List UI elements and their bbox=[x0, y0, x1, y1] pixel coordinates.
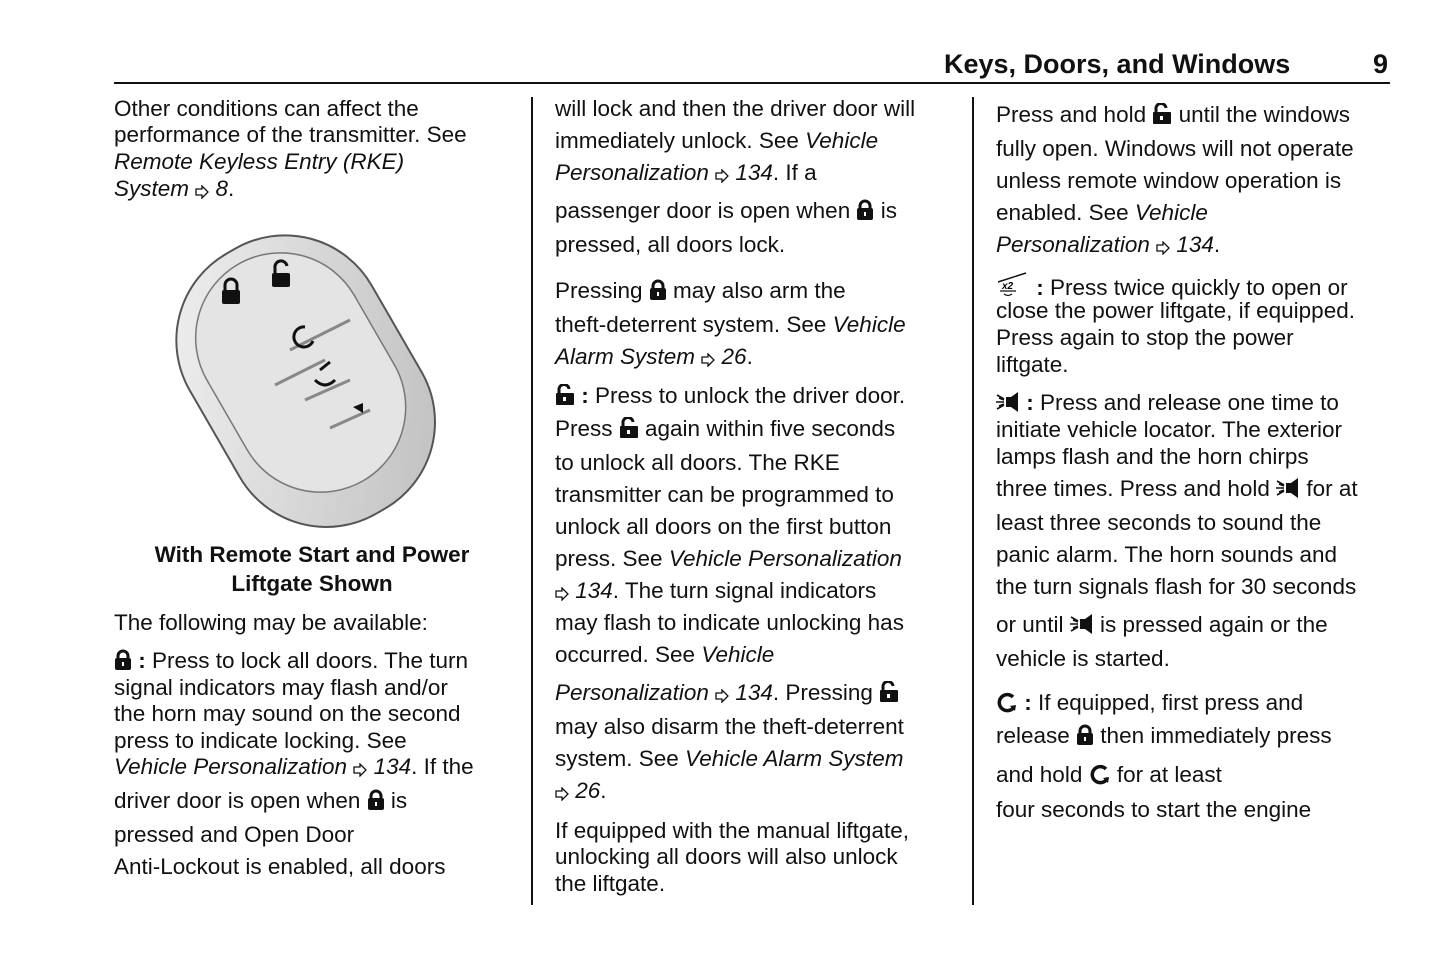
text-line bbox=[114, 822, 354, 848]
text-segment: immediately unlock. See bbox=[555, 128, 806, 153]
text-line bbox=[114, 701, 461, 727]
text-segment: unlock all doors on the first button bbox=[555, 514, 892, 539]
text-line bbox=[114, 648, 468, 677]
text-line bbox=[996, 390, 1339, 419]
text-segment: unlocking all doors will also unlock bbox=[555, 844, 898, 869]
text-segment: panic alarm. The horn sounds and bbox=[996, 542, 1338, 567]
text-segment: Pressing bbox=[555, 278, 649, 303]
cross-reference-link[interactable]: 134 bbox=[569, 578, 613, 603]
text-segment: : bbox=[1020, 390, 1040, 415]
cross-reference-link[interactable]: 26 bbox=[569, 778, 601, 803]
text-segment: Anti-Lockout is enabled, all doors bbox=[114, 854, 446, 879]
text-line bbox=[555, 198, 897, 227]
figure-caption-line: With Remote Start and Power bbox=[154, 542, 470, 567]
text-line bbox=[996, 762, 1222, 791]
cross-reference-link[interactable]: System bbox=[114, 176, 196, 201]
text-segment: . If the bbox=[411, 754, 474, 779]
text-line bbox=[555, 160, 817, 189]
text-segment: three times. Press and hold bbox=[996, 476, 1277, 501]
text-segment: The following may be available: bbox=[114, 610, 428, 635]
text-line bbox=[996, 646, 1170, 672]
figure-caption-line: Liftgate Shown bbox=[231, 571, 393, 596]
text-segment: passenger door is open when bbox=[555, 198, 857, 223]
text-line bbox=[996, 476, 1358, 505]
text-line bbox=[996, 542, 1337, 568]
text-segment: . bbox=[600, 778, 607, 803]
text-segment: until the windows bbox=[1172, 102, 1350, 127]
text-segment: the horn may sound on the second bbox=[114, 701, 461, 726]
text-line bbox=[555, 714, 904, 740]
cross-reference-link[interactable]: 8 bbox=[209, 176, 229, 201]
header-rule bbox=[114, 82, 1390, 84]
text-line bbox=[996, 690, 1303, 719]
text-line bbox=[555, 128, 878, 154]
text-segment: press to indicate locking. See bbox=[114, 728, 407, 753]
text-segment: . bbox=[1213, 232, 1221, 257]
text-segment: If equipped with the manual liftgate, bbox=[555, 818, 909, 843]
text-segment: . If a bbox=[772, 160, 817, 185]
text-segment: again within five seconds bbox=[638, 416, 896, 441]
arrow-icon bbox=[195, 179, 209, 205]
text-line bbox=[555, 278, 846, 307]
text-segment: may also disarm the theft-deterrent bbox=[555, 714, 904, 739]
text-segment: . bbox=[746, 344, 753, 369]
arrow-icon bbox=[701, 347, 715, 373]
text-line bbox=[555, 96, 915, 122]
unlock-icon bbox=[879, 681, 899, 709]
text-line bbox=[555, 578, 876, 607]
text-line bbox=[555, 450, 840, 476]
remote-start-icon bbox=[1089, 763, 1111, 791]
text-segment: . Pressing bbox=[772, 680, 880, 705]
column-divider bbox=[531, 97, 533, 905]
text-segment: : bbox=[1018, 690, 1038, 715]
text-line bbox=[996, 325, 1294, 351]
text-line bbox=[114, 176, 234, 205]
text-line bbox=[555, 344, 753, 373]
lock-icon bbox=[1076, 724, 1094, 752]
lock-icon bbox=[649, 279, 667, 307]
text-segment: system. See bbox=[555, 746, 686, 771]
text-segment: Press twice quickly to open or bbox=[1050, 275, 1348, 300]
text-line bbox=[555, 610, 904, 636]
text-segment: Other conditions can affect the bbox=[114, 96, 419, 121]
text-segment: is pressed again or the bbox=[1093, 612, 1328, 637]
lock-icon bbox=[856, 199, 874, 227]
text-segment: for at bbox=[1300, 476, 1358, 501]
remote-start-icon bbox=[996, 691, 1018, 719]
text-line bbox=[114, 675, 448, 701]
text-line bbox=[114, 728, 407, 754]
text-segment: may flash to indicate unlocking has bbox=[555, 610, 904, 635]
cross-reference-link[interactable]: 134 bbox=[729, 680, 773, 705]
text-line bbox=[114, 788, 407, 817]
text-line bbox=[555, 514, 891, 540]
text-segment: . bbox=[228, 176, 235, 201]
text-segment: occurred. See bbox=[555, 642, 702, 667]
text-segment: may also arm the bbox=[666, 278, 846, 303]
text-segment: Press again to stop the power bbox=[996, 325, 1294, 350]
cross-reference-link[interactable]: 134 bbox=[367, 754, 412, 779]
text-segment: . The turn signal indicators bbox=[612, 578, 877, 603]
text-line bbox=[996, 352, 1069, 378]
cross-reference-link[interactable]: Vehicle Alarm System bbox=[685, 746, 904, 771]
cross-reference-link[interactable]: Vehicle Personalization bbox=[114, 754, 354, 779]
text-line bbox=[555, 383, 905, 412]
lock-icon bbox=[367, 789, 385, 817]
arrow-icon bbox=[555, 781, 569, 807]
text-line bbox=[996, 444, 1309, 470]
svg-text:x2: x2 bbox=[1002, 281, 1014, 292]
key-fob-illustration bbox=[140, 210, 470, 530]
text-line bbox=[555, 778, 607, 807]
text-line bbox=[555, 546, 902, 572]
text-line bbox=[996, 298, 1355, 324]
cross-reference-link[interactable]: Vehicle bbox=[805, 128, 879, 153]
panic-icon bbox=[1070, 613, 1094, 641]
cross-reference-link[interactable]: 134 bbox=[729, 160, 773, 185]
text-line bbox=[555, 680, 899, 709]
panic-icon bbox=[996, 391, 1020, 419]
text-segment: Press to lock all doors. The turn bbox=[152, 648, 468, 673]
panic-icon bbox=[1276, 477, 1300, 505]
text-segment: unless remote window operation is bbox=[996, 168, 1342, 193]
arrow-icon bbox=[715, 163, 729, 189]
cross-reference-link[interactable]: Vehicle bbox=[832, 312, 906, 337]
arrow-icon bbox=[353, 757, 367, 783]
text-segment: then immediately press bbox=[1094, 723, 1332, 748]
text-line bbox=[996, 510, 1321, 536]
cross-reference-link[interactable]: 26 bbox=[715, 344, 747, 369]
cross-reference-link[interactable]: Personalization bbox=[555, 680, 716, 705]
text-line bbox=[114, 854, 445, 880]
text-segment: If equipped, first press and bbox=[1038, 690, 1304, 715]
text-line bbox=[996, 612, 1328, 641]
text-line bbox=[114, 122, 467, 148]
unlock-icon bbox=[1152, 103, 1172, 131]
text-segment: and hold bbox=[996, 762, 1089, 787]
text-segment: to unlock all doors. The RKE bbox=[555, 450, 840, 475]
text-segment: Press and release one time to bbox=[1040, 390, 1339, 415]
text-line bbox=[555, 871, 665, 897]
text-segment: is bbox=[874, 198, 897, 223]
text-segment: : bbox=[1030, 275, 1050, 300]
cross-reference-link[interactable]: Remote Keyless Entry (RKE) bbox=[114, 149, 405, 174]
text-segment: Press to unlock the driver door. bbox=[595, 383, 906, 408]
text-line bbox=[555, 482, 894, 508]
text-segment: liftgate. bbox=[996, 352, 1069, 377]
text-segment: will lock and then the driver door will bbox=[555, 96, 916, 121]
text-line bbox=[555, 818, 909, 844]
text-line bbox=[996, 168, 1341, 194]
text-segment: or until bbox=[996, 612, 1070, 637]
arrow-icon bbox=[715, 683, 729, 709]
text-segment: is bbox=[384, 788, 408, 813]
cross-reference-link[interactable]: Personalization bbox=[555, 160, 716, 185]
arrow-icon bbox=[555, 581, 569, 607]
arrow-icon bbox=[1156, 235, 1170, 261]
text-segment: : bbox=[132, 648, 152, 673]
text-line bbox=[996, 102, 1350, 131]
text-line bbox=[114, 754, 474, 783]
text-line bbox=[996, 232, 1220, 261]
text-line bbox=[555, 844, 898, 870]
cross-reference-link[interactable]: Personalization bbox=[996, 232, 1157, 257]
text-segment: close the power liftgate, if equipped. bbox=[996, 298, 1355, 323]
text-segment: Press and hold bbox=[996, 102, 1153, 127]
cross-reference-link[interactable]: Alarm System bbox=[555, 344, 702, 369]
text-line bbox=[996, 200, 1208, 226]
text-line bbox=[114, 96, 419, 122]
text-line bbox=[555, 642, 774, 668]
text-segment: release bbox=[996, 723, 1077, 748]
text-segment: driver door is open when bbox=[114, 788, 367, 813]
section-title: Keys, Doors, and Windows bbox=[944, 49, 1291, 79]
text-line bbox=[996, 797, 1311, 823]
text-segment: for at least bbox=[1110, 762, 1222, 787]
text-segment: vehicle is started. bbox=[996, 646, 1170, 671]
text-line bbox=[555, 416, 895, 445]
lock-icon bbox=[114, 649, 132, 677]
text-segment: fully open. Windows will not operate bbox=[996, 136, 1354, 161]
text-line bbox=[996, 574, 1356, 600]
text-segment: four seconds to start the engine bbox=[996, 797, 1312, 822]
text-segment: theft-deterrent system. See bbox=[555, 312, 833, 337]
text-line bbox=[114, 610, 428, 636]
text-segment: enabled. See bbox=[996, 200, 1135, 225]
text-line bbox=[555, 312, 906, 338]
text-segment: lamps flash and the horn chirps bbox=[996, 444, 1309, 469]
text-segment: initiate vehicle locator. The exterior bbox=[996, 417, 1343, 442]
text-segment: : bbox=[575, 383, 595, 408]
cross-reference-link[interactable]: Vehicle bbox=[1134, 200, 1208, 225]
cross-reference-link[interactable]: Vehicle Personalization bbox=[668, 546, 902, 571]
cross-reference-link[interactable]: 134 bbox=[1170, 232, 1214, 257]
text-line bbox=[996, 136, 1354, 162]
text-segment: the turn signals flash for 30 seconds bbox=[996, 574, 1357, 599]
cross-reference-link[interactable]: Vehicle bbox=[701, 642, 775, 667]
text-segment: signal indicators may flash and/or bbox=[114, 675, 448, 700]
unlock-icon bbox=[619, 417, 639, 445]
text-line bbox=[555, 232, 785, 258]
text-segment: performance of the transmitter. See bbox=[114, 122, 467, 147]
text-segment: transmitter can be programmed to bbox=[555, 482, 894, 507]
text-segment: Press bbox=[555, 416, 619, 441]
text-segment: pressed, all doors lock. bbox=[555, 232, 786, 257]
text-segment: pressed and Open Door bbox=[114, 822, 355, 847]
text-line bbox=[996, 417, 1342, 443]
text-segment: least three seconds to sound the bbox=[996, 510, 1322, 535]
page-number: 9 bbox=[1373, 49, 1389, 79]
unlock-icon bbox=[555, 384, 575, 412]
text-segment: press. See bbox=[555, 546, 669, 571]
text-line bbox=[555, 746, 903, 772]
text-line bbox=[996, 723, 1332, 752]
column-divider bbox=[972, 97, 974, 905]
text-segment: the liftgate. bbox=[555, 871, 666, 896]
text-line bbox=[114, 149, 404, 175]
